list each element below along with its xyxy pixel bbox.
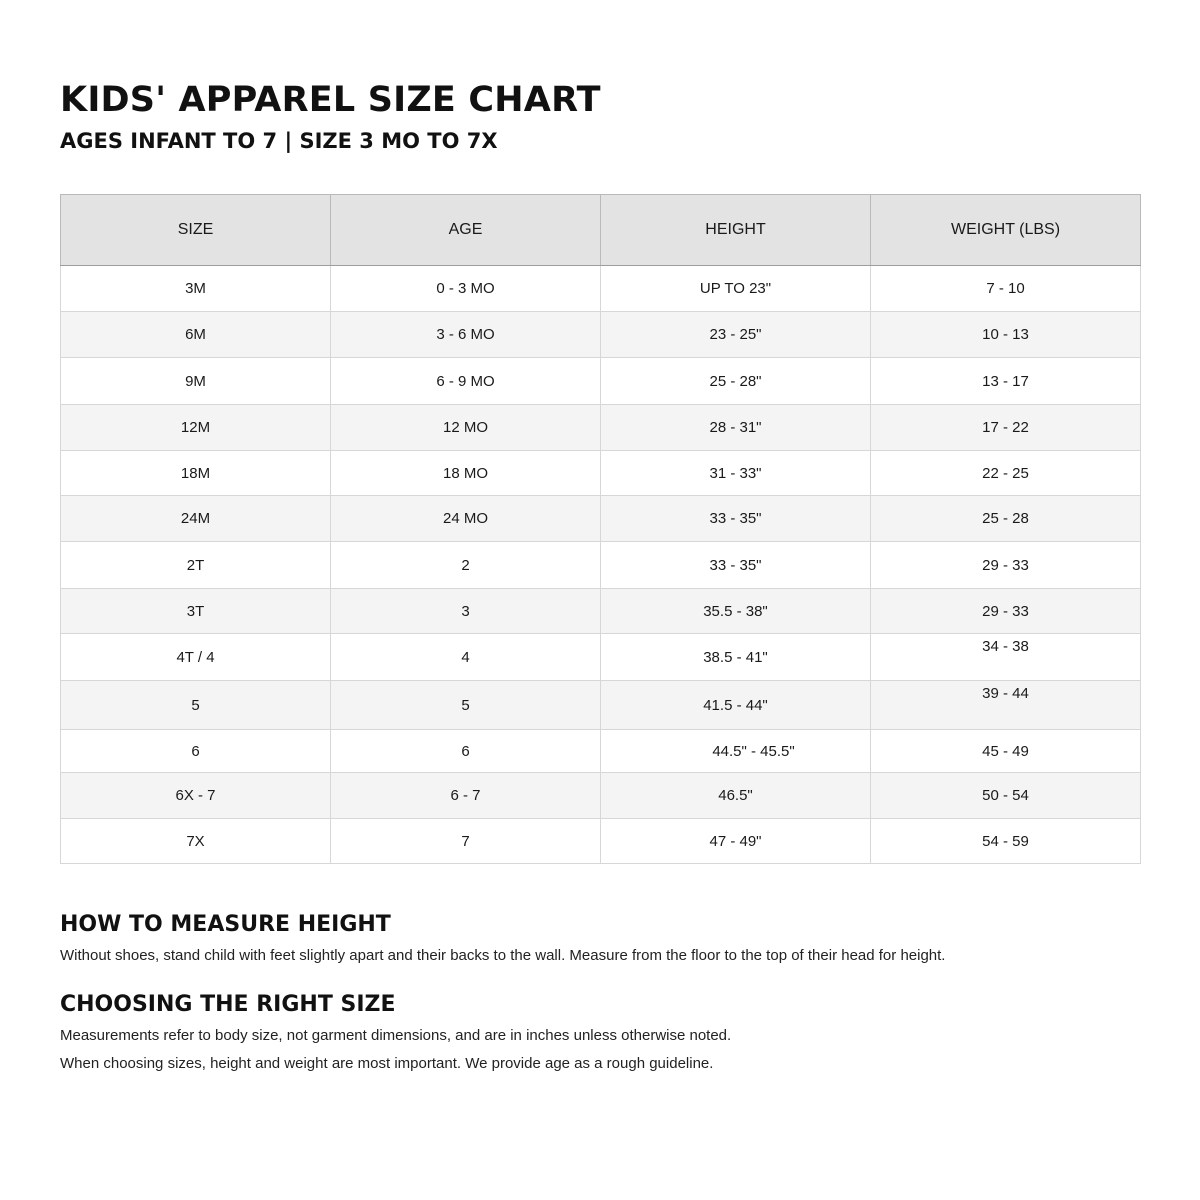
table-header-row xyxy=(61,195,1141,266)
column-header-weight: WEIGHT (LBS) xyxy=(871,195,1141,266)
cell-size: 6M xyxy=(61,312,331,358)
cell-weight: 22 - 25 xyxy=(871,451,1141,496)
cell-age: 7 xyxy=(331,819,601,864)
cell-weight: 25 - 28 xyxy=(871,496,1141,542)
page-subtitle: AGES INFANT TO 7 | SIZE 3 MO TO 7X xyxy=(60,129,498,153)
cell-age: 6 - 9 MO xyxy=(331,358,601,405)
cell-age: 18 MO xyxy=(331,451,601,496)
table-row xyxy=(61,266,1141,312)
cell-height: 46.5" xyxy=(601,773,871,819)
cell-age: 6 xyxy=(331,730,601,773)
cell-weight: 54 - 59 xyxy=(871,819,1141,864)
table-row xyxy=(61,773,1141,819)
cell-height: 41.5 - 44" xyxy=(601,681,871,730)
cell-weight: 34 - 38 xyxy=(871,634,1141,681)
table-row xyxy=(61,496,1141,542)
cell-size: 18M xyxy=(61,451,331,496)
choosing-size-text-1: Measurements refer to body size, not garment dimensions, and are in inches unless otherwise noted. xyxy=(60,1027,732,1044)
table-row xyxy=(61,634,1141,681)
cell-height: 23 - 25" xyxy=(601,312,871,358)
cell-size: 4T / 4 xyxy=(61,634,331,681)
choosing-size-heading: CHOOSING THE RIGHT SIZE xyxy=(60,992,396,1017)
column-header-height: HEIGHT xyxy=(601,195,871,266)
table-row xyxy=(61,819,1141,864)
cell-height: 33 - 35" xyxy=(601,542,871,589)
cell-weight: 29 - 33 xyxy=(871,542,1141,589)
column-header-size: SIZE xyxy=(61,195,331,266)
notes-section xyxy=(60,910,1140,1076)
measure-height-section xyxy=(60,910,1140,968)
cell-height: 28 - 31" xyxy=(601,405,871,451)
cell-age: 2 xyxy=(331,542,601,589)
table-row xyxy=(61,681,1141,730)
cell-size: 6X - 7 xyxy=(61,773,331,819)
cell-age: 5 xyxy=(331,681,601,730)
cell-height: 35.5 - 38" xyxy=(601,589,871,634)
cell-age: 3 xyxy=(331,589,601,634)
cell-weight: 10 - 13 xyxy=(871,312,1141,358)
measure-height-text: Without shoes, stand child with feet slightly apart and their backs to the wall. Measure from the floor to the top of their head for height. xyxy=(60,947,946,964)
cell-weight: 7 - 10 xyxy=(871,266,1141,312)
cell-size: 3T xyxy=(61,589,331,634)
cell-size: 2T xyxy=(61,542,331,589)
column-header-age: AGE xyxy=(331,195,601,266)
table-row xyxy=(61,542,1141,589)
cell-height: 47 - 49" xyxy=(601,819,871,864)
cell-age: 4 xyxy=(331,634,601,681)
cell-size: 7X xyxy=(61,819,331,864)
cell-size: 5 xyxy=(61,681,331,730)
cell-age: 3 - 6 MO xyxy=(331,312,601,358)
cell-age: 24 MO xyxy=(331,496,601,542)
cell-weight: 50 - 54 xyxy=(871,773,1141,819)
cell-weight: 39 - 44 xyxy=(871,681,1141,730)
page-title: KIDS' APPAREL SIZE CHART xyxy=(60,80,601,120)
size-chart-page xyxy=(60,78,1140,1072)
cell-weight: 45 - 49 xyxy=(871,730,1141,773)
cell-age: 6 - 7 xyxy=(331,773,601,819)
table-row xyxy=(61,405,1141,451)
cell-weight: 17 - 22 xyxy=(871,405,1141,451)
table-row xyxy=(61,358,1141,405)
cell-size: 6 xyxy=(61,730,331,773)
cell-height: 33 - 35" xyxy=(601,496,871,542)
cell-weight: 13 - 17 xyxy=(871,358,1141,405)
cell-weight: 29 - 33 xyxy=(871,589,1141,634)
choosing-size-section xyxy=(60,990,1140,1076)
cell-height: 31 - 33" xyxy=(601,451,871,496)
measure-height-heading: HOW TO MEASURE HEIGHT xyxy=(60,912,391,937)
cell-size: 3M xyxy=(61,266,331,312)
cell-size: 12M xyxy=(61,405,331,451)
cell-size: 9M xyxy=(61,358,331,405)
table-row xyxy=(61,730,1141,773)
cell-age: 0 - 3 MO xyxy=(331,266,601,312)
cell-age: 12 MO xyxy=(331,405,601,451)
table-row xyxy=(61,312,1141,358)
cell-height: UP TO 23" xyxy=(601,266,871,312)
cell-size: 24M xyxy=(61,496,331,542)
table-row xyxy=(61,451,1141,496)
choosing-size-text-2: When choosing sizes, height and weight are most important. We provide age as a rough guideline. xyxy=(60,1055,714,1072)
size-table xyxy=(60,194,1141,864)
cell-height: 25 - 28" xyxy=(601,358,871,405)
cell-height: 38.5 - 41" xyxy=(601,634,871,681)
cell-height: 44.5" - 45.5" xyxy=(601,730,871,773)
table-row xyxy=(61,589,1141,634)
